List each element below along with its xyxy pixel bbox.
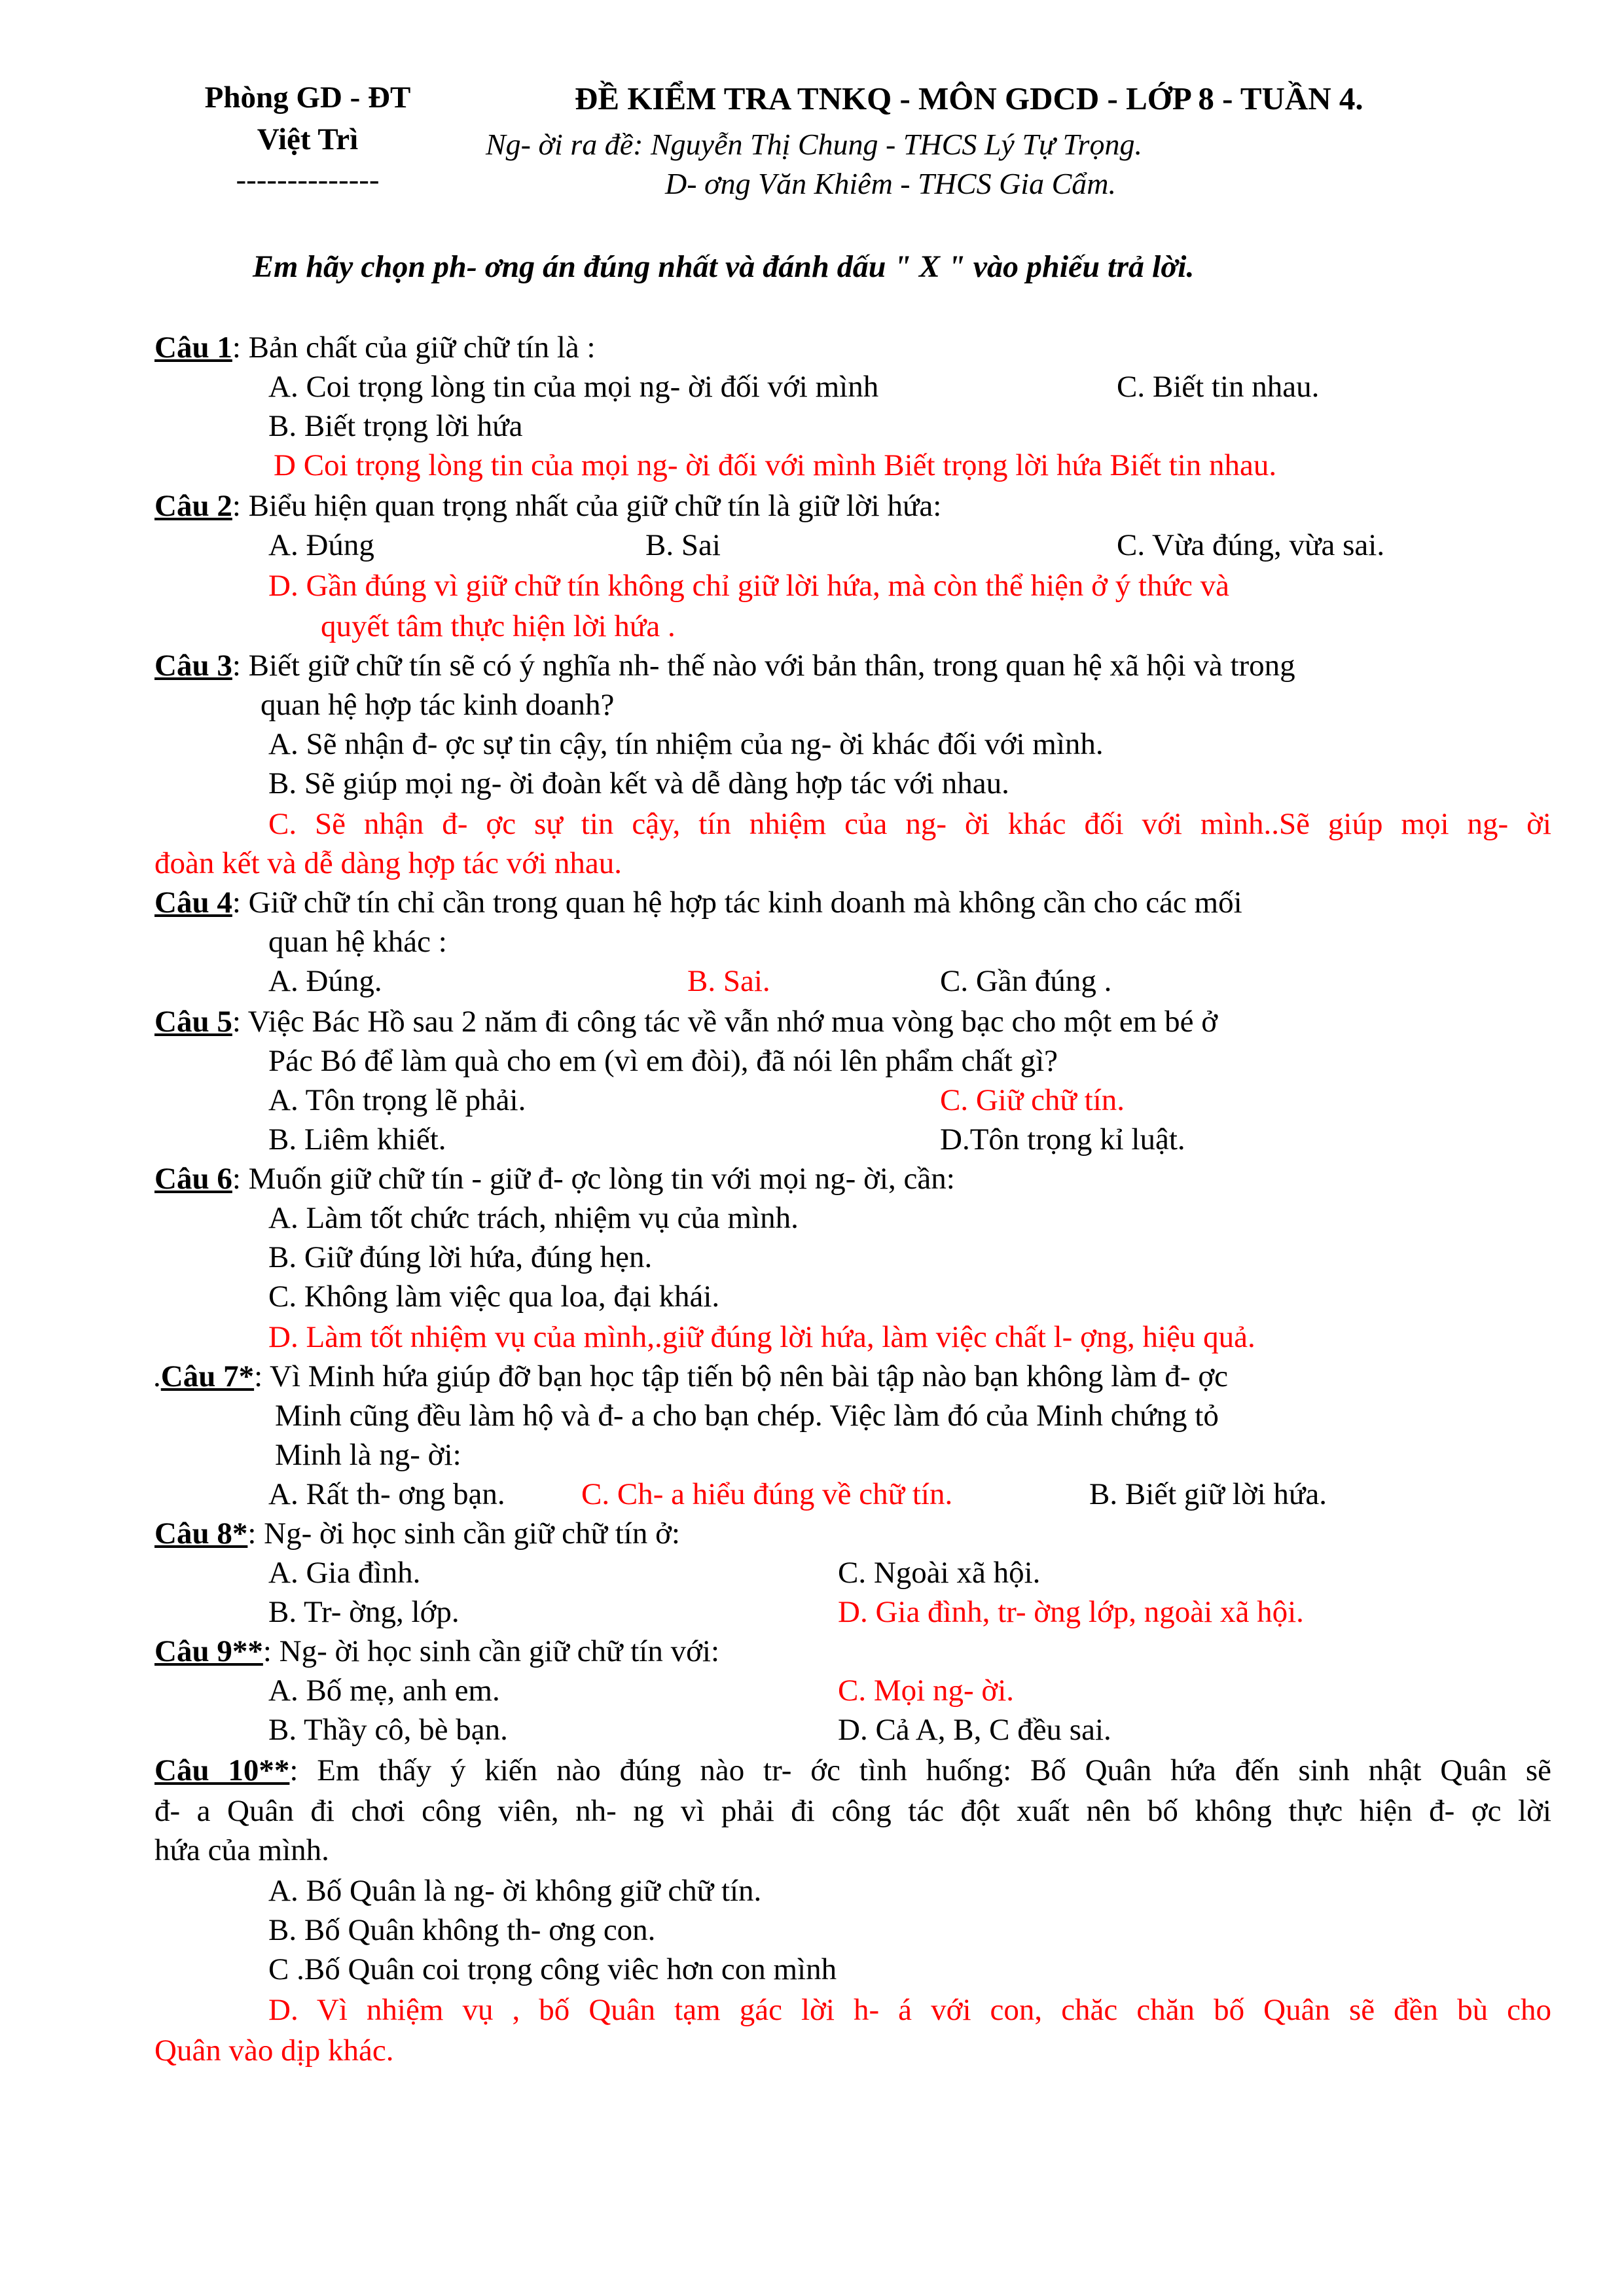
question-6 [154, 1164, 955, 1194]
option-c: C. Gần đúng . [940, 964, 1112, 998]
option-b-answer: B. Sai. [687, 964, 770, 998]
option-b: B. Biết giữ lời hứa. [1089, 1477, 1327, 1511]
option-c: C .Bố Quân coi trọng công viêc hơn con mình [268, 1952, 837, 1986]
option-a: A. Bố mẹ, anh em. [268, 1674, 500, 1708]
option-d-answer: D. Gia đình, tr- ờng lớp, ngoài xã hội. [838, 1595, 1304, 1629]
question-1 [154, 332, 596, 363]
option-c: C. Biết tin nhau. [1117, 370, 1320, 404]
question-7 [153, 1361, 1228, 1392]
question-label: Câu 4 [154, 886, 232, 920]
question-prefix: . [153, 1359, 161, 1393]
option-c-answer: C. Ch- a hiểu đúng về chữ tín. [581, 1477, 953, 1511]
question-text-cont: hứa của mình. [154, 1833, 329, 1867]
exam-title: ĐỀ KIỂM TRA TNKQ - MÔN GDCD - LỚP 8 - TUẦN 4. [575, 81, 1363, 117]
option-c-answer: C. Giữ chữ tín. [940, 1083, 1125, 1117]
question-label: Câu 9** [154, 1634, 263, 1668]
question-label: Câu 10** [154, 1753, 290, 1787]
question-text-cont: Minh là ng- ời: [275, 1438, 461, 1472]
question-2 [154, 491, 941, 522]
option-a: A. Coi trọng lòng tin của mọi ng- ời đối với mình [268, 370, 879, 404]
question-text: : Vì Minh hứa giúp đỡ bạn học tập tiến bộ nên bài tập nào bạn không làm đ- ợc [254, 1359, 1229, 1393]
option-d-answer: D. Làm tốt nhiệm vụ của mình,.giữ đúng lời hứa, làm việc chất l- ợng, hiệu quả. [268, 1320, 1255, 1354]
option-b: B. Sẽ giúp mọi ng- ời đoàn kết và dễ dàng hợp tác với nhau. [268, 766, 1009, 800]
option-a: A. Đúng [268, 528, 374, 562]
header-rule: -------------- [236, 163, 380, 197]
option-c: C. Không làm việc qua loa, đại khái. [268, 1280, 720, 1314]
option-a: A. Làm tốt chức trách, nhiệm vụ của mình. [268, 1201, 799, 1235]
question-8 [154, 1518, 680, 1549]
option-b: B. Biết trọng lời hứa [268, 409, 523, 443]
question-label: Câu 6 [154, 1162, 232, 1196]
question-text: : Ng- ời học sinh cần giữ chữ tín với: [262, 1634, 720, 1668]
question-label: Câu 1 [154, 331, 232, 365]
option-d-answer: D. Gần đúng vì giữ chữ tín không chỉ giữ lời hứa, mà còn thể hiện ở ý thức và [268, 569, 1230, 603]
question-label: Câu 7* [160, 1359, 255, 1393]
question-text-cont: quan hệ khác : [268, 925, 447, 959]
option-c: C. Ngoài xã hội. [838, 1556, 1041, 1590]
option-c: C. Vừa đúng, vừa sai. [1117, 528, 1385, 562]
option-c-answer: C. Sẽ nhận đ- ợc sự tin cậy, tín nhiệm của ng- ời khác đối với mình..Sẽ giúp mọi ng- ời [268, 807, 1551, 841]
option-a: A. Sẽ nhận đ- ợc sự tin cậy, tín nhiệm của ng- ời khác đối với mình. [268, 727, 1104, 761]
option-d-answer-cont: quyết tâm thực hiện lời hứa . [321, 609, 676, 643]
school-name: Phòng GD - ĐT [204, 81, 411, 115]
option-d-answer: D. Vì nhiệm vụ , bố Quân tạm gác lời h- á với con, chăc chăn bố Quân sẽ đền bù cho [268, 1993, 1551, 2027]
option-b: B. Thầy cô, bè bạn. [268, 1713, 508, 1747]
option-a: A. Bố Quân là ng- ời không giữ chữ tín. [268, 1874, 762, 1908]
option-d: D. Cả A, B, C đều sai. [838, 1713, 1111, 1747]
question-text: : Em thấy ý kiến nào đúng nào tr- ớc tình huống: Bố Quân hứa đến sinh nhật Quân sẽ [289, 1753, 1551, 1787]
author-line-2: D- ơng Văn Khiêm - THCS Gia Cẩm. [665, 167, 1116, 200]
question-3 [154, 651, 1295, 681]
question-4 [154, 888, 1242, 918]
question-10 [154, 1755, 1551, 1786]
option-d-answer: D Coi trọng lòng tin của mọi ng- ời đối với mình Biết trọng lời hứa Biết tin nhau. [274, 448, 1277, 482]
question-9 [154, 1636, 719, 1667]
question-text-cont: quan hệ hợp tác kinh doanh? [261, 688, 615, 722]
question-text-cont: đ- a Quân đi chơi công viên, nh- ng vì phải đi công tác đột xuất nên bố không thực hiện đ- ợc lời [154, 1794, 1551, 1828]
question-text-cont: Pác Bó để làm quà cho em (vì em đòi), đã nói lên phẩm chất gì? [268, 1044, 1058, 1078]
option-b: B. Sai [645, 528, 721, 562]
option-b: B. Tr- ờng, lớp. [268, 1595, 460, 1629]
author-line-1: Ng- ời ra đề: Nguyễn Thị Chung - THCS Lý Tự Trọng. [486, 128, 1142, 161]
option-b: B. Giữ đúng lời hứa, đúng hẹn. [268, 1240, 653, 1274]
school-location: Việt Trì [257, 122, 359, 156]
question-text: : Bản chất của giữ chữ tín là : [232, 331, 596, 365]
option-a: A. Gia đình. [268, 1556, 421, 1590]
question-5 [154, 1007, 1218, 1037]
question-label: Câu 8* [154, 1516, 248, 1551]
option-d-answer-cont: Quân vào dịp khác. [154, 2034, 394, 2068]
option-c-answer: C. Mọi ng- ời. [838, 1674, 1015, 1708]
option-a: A. Tôn trọng lẽ phải. [268, 1083, 526, 1117]
question-label: Câu 5 [154, 1005, 232, 1039]
option-a: A. Đúng. [268, 964, 382, 998]
question-text: : Giữ chữ tín chỉ cần trong quan hệ hợp tác kinh doanh mà không cần cho các mối [232, 886, 1242, 920]
question-label: Câu 2 [154, 489, 232, 523]
option-a: A. Rất th- ơng bạn. [268, 1477, 505, 1511]
question-text: : Ng- ời học sinh cần giữ chữ tín ở: [247, 1516, 680, 1551]
option-d: D.Tôn trọng kỉ luật. [940, 1122, 1185, 1157]
question-text-cont: Minh cũng đều làm hộ và đ- a cho bạn chép. Việc làm đó của Minh chứng tỏ [275, 1399, 1219, 1433]
option-b: B. Liêm khiết. [268, 1122, 446, 1157]
question-text: : Muốn giữ chữ tín - giữ đ- ợc lòng tin với mọi ng- ời, cần: [232, 1162, 955, 1196]
question-text: : Biết giữ chữ tín sẽ có ý nghĩa nh- thế nào với bản thân, trong quan hệ xã hội và trong [232, 649, 1295, 683]
instruction: Em hãy chọn ph- ơng án đúng nhất và đánh dấu " X " vào phiếu trả lời. [253, 249, 1195, 284]
option-b: B. Bố Quân không th- ơng con. [268, 1913, 656, 1947]
question-text: : Việc Bác Hồ sau 2 năm đi công tác về vẫn nhớ mua vòng bạc cho một em bé ở [232, 1005, 1218, 1039]
question-label: Câu 3 [154, 649, 232, 683]
question-text: : Biểu hiện quan trọng nhất của giữ chữ tín là giữ lời hứa: [232, 489, 942, 523]
option-c-answer-cont: đoàn kết và dễ dàng hợp tác với nhau. [154, 846, 623, 880]
